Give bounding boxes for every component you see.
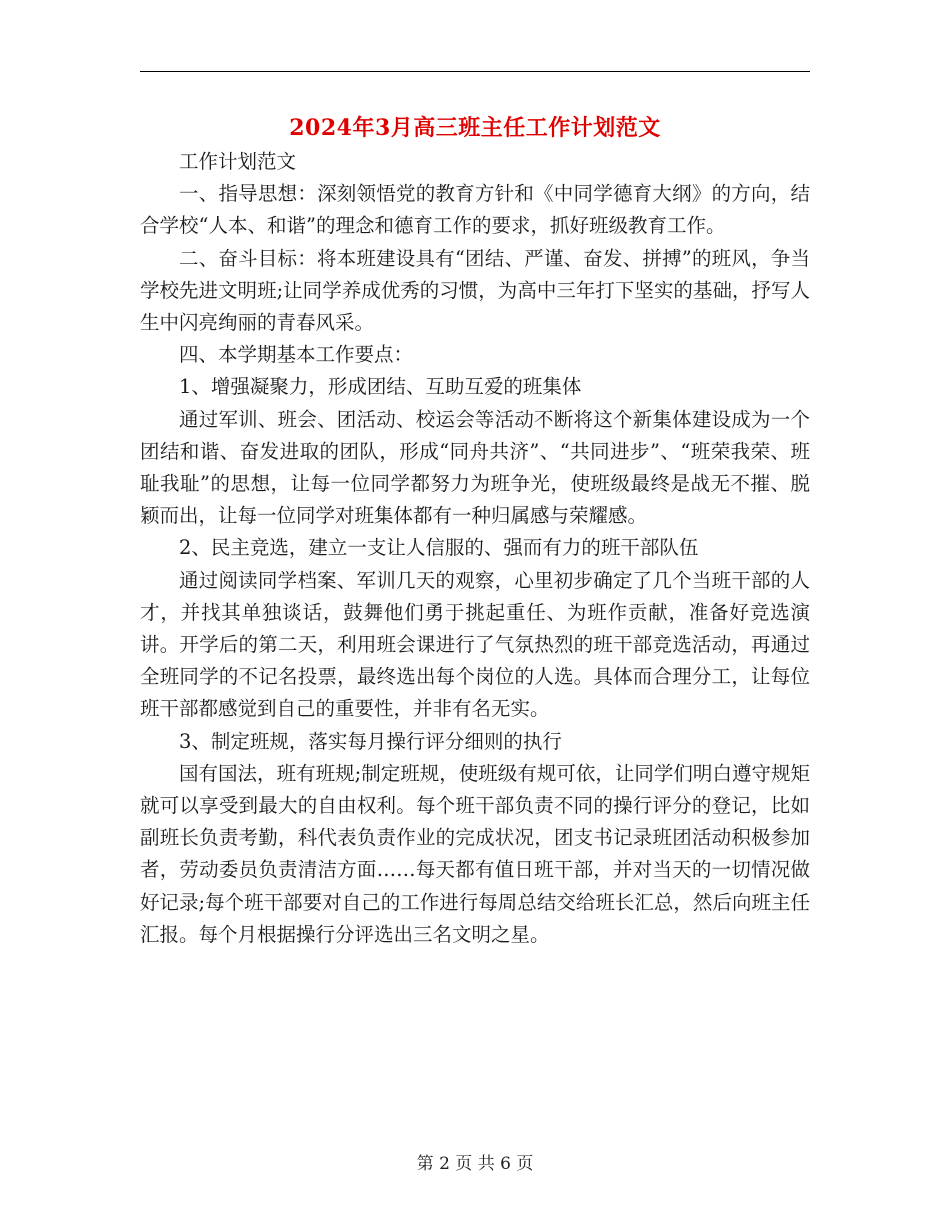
paragraph: 二、奋斗目标：将本班建设具有“团结、严谨、奋发、拼搏”的班风，争当学校先进文明班;让同学养成优秀的习惯，为高中三年打下坚实的基础，抒写人生中闪亮绚丽的青春风采。 (140, 246, 810, 335)
paragraph: 工作计划范文 (179, 150, 297, 173)
document-title: 2024年3月高三班主任工作计划范文 (289, 115, 661, 141)
paragraph: 国有国法，班有班规;制定班规，使班级有规可依，让同学们明白遵守规矩就可以享受到最大的自由权利。每个班干部负责不同的操行评分的登记，比如副班长负责考勤，科代表负责作业的完成状况，团支书记录班团活动积极参加者，劳动委员负责清洁方面……每天都有值日班干部，并对当天的一切情况做好记录;每个班干部要对自己的工作进行每周总结交给班长汇总，然后向班主任汇报。每个月根据操行分评选出三名文明之星。 (140, 761, 810, 946)
paragraph: 1、增强凝聚力，形成团结、互助互爱的班集体 (179, 375, 582, 399)
paragraph: 通过阅读同学档案、军训几天的观察，心里初步确定了几个当班干部的人才，并找其单独谈话，鼓舞他们勇于挑起重任、为班作贡献，准备好竞选演讲。开学后的第二天，利用班会课进行了气氛热烈的班干部竞选活动，再通过全班同学的不记名投票，最终选出每个岗位的人选。具体而合理分工，让每位班干部都感觉到自己的重要性，并非有名无实。 (140, 568, 810, 721)
paragraph: 通过军训、班会、团活动、校运会等活动不断将这个新集体建设成为一个团结和谐、奋发进取的团队，形成“同舟共济”、“共同进步”、“班荣我荣、班耻我耻”的思想，让每一位同学都努力为班争光，使班级最终是战无不摧、脱颖而出，让每一位同学对班集体都有一种归属感与荣耀感。 (140, 407, 810, 528)
document-body (140, 146, 810, 951)
page-number-footer: 第 2 页 共 6 页 (416, 1154, 534, 1174)
paragraph: 3、制定班规，落实每月操行评分细则的执行 (179, 729, 562, 753)
paragraph: 四、本学期基本工作要点： (179, 343, 414, 367)
paragraph: 一、指导思想：深刻领悟党的教育方针和《中同学德育大纲》的方向，结合学校“人本、和谐”的理念和德育工作的要求，抓好班级教育工作。 (140, 182, 810, 238)
paragraph: 2、民主竞选，建立一支让人信服的、强而有力的班干部队伍 (179, 536, 699, 560)
header-rule (140, 71, 810, 72)
